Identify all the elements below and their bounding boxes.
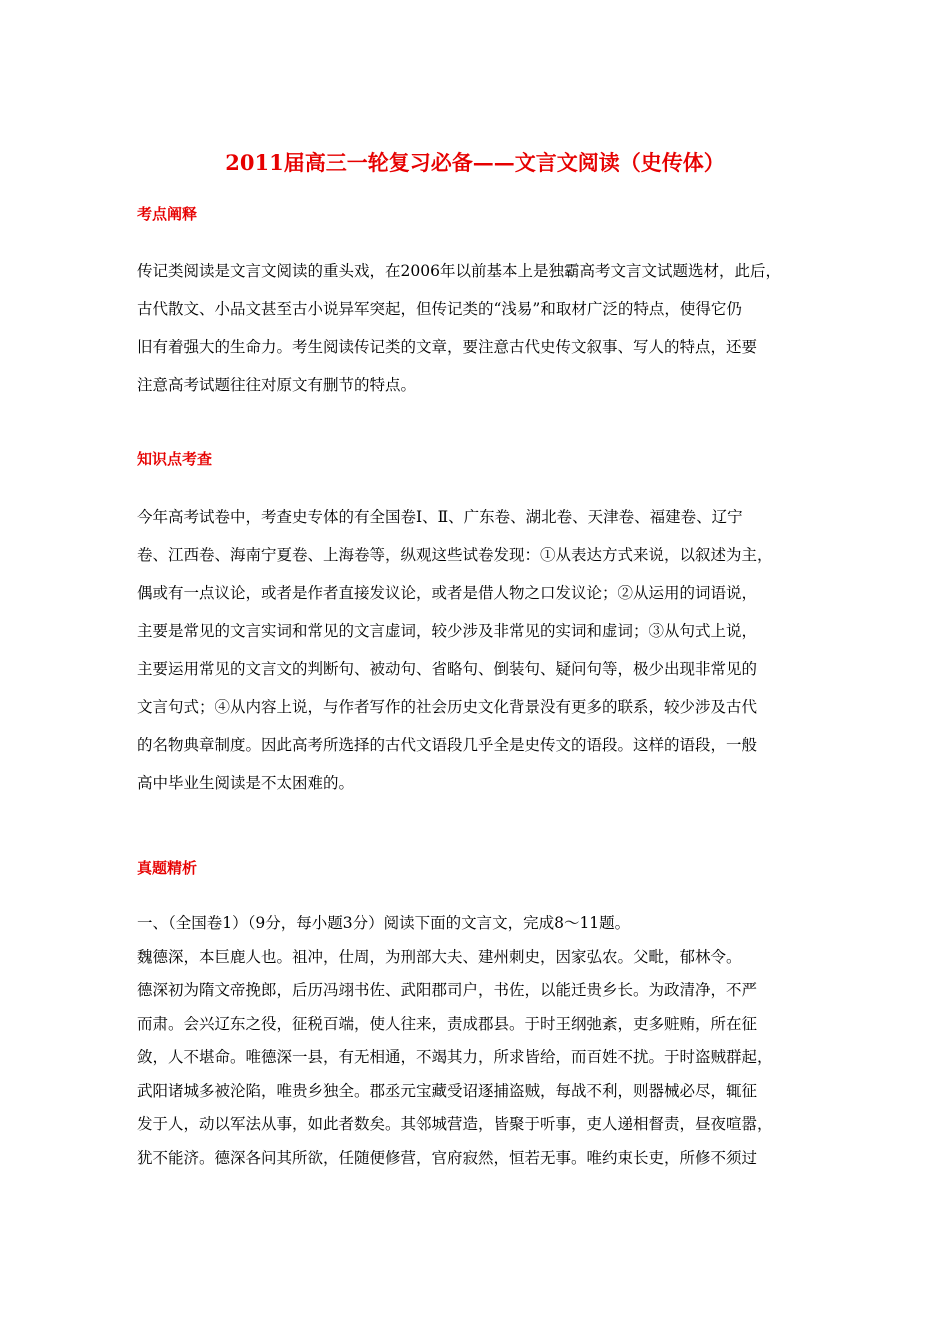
section-body-zhenti <box>137 907 817 1209</box>
paragraph-line: 魏德深，本巨鹿人也。祖冲，仕周，为刑部大夫、建州刺史，因家弘农。父毗，郁林令。 <box>137 947 742 966</box>
paragraph-line: 武阳诸城多被沦陷，唯贵乡独全。郡丞元宝藏受诏逐捕盗贼，每战不利，则器械必尽，辄征 <box>137 1081 758 1100</box>
paragraph-line: 敛，人不堪命。唯德深一县，有无相通，不竭其力，所求皆给，而百姓不扰。于时盗贼群起， <box>137 1048 773 1066</box>
section-heading-zhenti: 真题精析 <box>137 859 198 877</box>
paragraph-line: 一、（全国卷1）（9分，每小题3分）阅读下面的文言文，完成8～11题。 <box>137 914 631 932</box>
section-body-zhishidian <box>137 498 817 802</box>
paragraph-line: 的名物典章制度。因此高考所选择的古代文语段几乎全是史传文的语段。这样的语段，一般 <box>137 736 758 754</box>
paragraph-line: 犹不能济。德深各问其所欲，任随便修营，官府寂然，恒若无事。唯约束长吏，所修不须过 <box>137 1148 758 1167</box>
paragraph-line <box>137 1175 817 1209</box>
section-body-kaodian <box>137 252 817 404</box>
paragraph-line: 发于人，动以军法从事，如此者数矣。其邻城营造，皆聚于听事，吏人递相督责，昼夜喧嚣， <box>137 1115 773 1133</box>
paragraph-line: 传记类阅读是文言文阅读的重头戏，在2006年以前基本上是独霸高考文言文试题选材，此后， <box>137 262 781 280</box>
paragraph-line: 卷、江西卷、海南宁夏卷、上海卷等，纵观这些试卷发现：①从表达方式来说，以叙述为主， <box>137 546 773 564</box>
paragraph-line: 偶或有一点议论，或者是作者直接发议论，或者是借人物之口发议论；②从运用的词语说， <box>137 584 758 602</box>
paragraph-line: 而肃。会兴辽东之役，征税百端，使人往来，责成郡县。于时王纲弛紊，吏多赃贿，所在征 <box>137 1014 758 1033</box>
document-title: 2011届高三一轮复习必备——文言文阅读（史传体） <box>225 150 725 175</box>
paragraph-line: 文言句式；④从内容上说，与作者写作的社会历史文化背景没有更多的联系，较少涉及古代 <box>137 698 758 716</box>
paragraph-line: 旧有着强大的生命力。考生阅读传记类的文章，要注意古代史传文叙事、写人的特点，还要 <box>137 338 758 356</box>
paragraph-line: 注意高考试题往往对原文有删节的特点。 <box>137 376 417 394</box>
paragraph-line: 高中毕业生阅读是不太困难的。 <box>137 774 355 792</box>
paragraph-line: 德深初为隋文帝挽郎，后历冯翊书佐、武阳郡司户，书佐，以能迁贵乡长。为政清净，不严 <box>137 981 758 999</box>
section-heading-kaodian: 考点阐释 <box>137 205 198 223</box>
paragraph-line: 主要是常见的文言实词和常见的文言虚词，较少涉及非常见的实词和虚词；③从句式上说， <box>137 622 758 640</box>
paragraph-line: 主要运用常见的文言文的判断句、被动句、省略句、倒装句、疑问句等，极少出现非常见的 <box>137 660 758 678</box>
paragraph-line: 古代散文、小品文甚至古小说异军突起，但传记类的“浅易”和取材广泛的特点，使得它仍 <box>137 300 742 318</box>
section-heading-zhishidian: 知识点考查 <box>137 450 213 468</box>
paragraph-line: 今年高考试卷中，考查史专体的有全国卷Ⅰ、Ⅱ、广东卷、湖北卷、天津卷、福建卷、辽宁 <box>137 508 743 526</box>
